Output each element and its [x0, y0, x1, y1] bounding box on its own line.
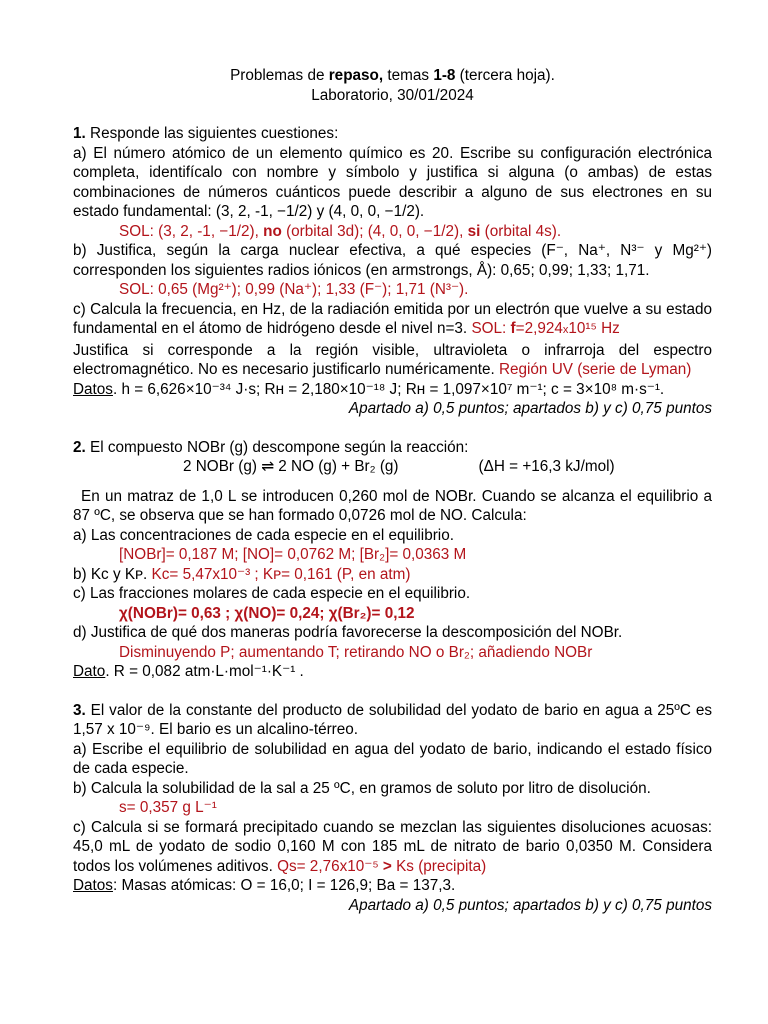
header-bold: 1-8 — [433, 67, 456, 84]
header-bold: repaso, — [328, 67, 384, 84]
problem-text: En un matraz de 1,0 L se introducen 0,260 mol de NOBr. Cuando se alcanza el equilibrio a 87 ºC, se observa que se han formado 0,0726 mol de NO. Calcula: — [73, 487, 712, 524]
points-note: Apartado a) 0,5 puntos; apartados b) y c) 0,75 puntos — [348, 400, 712, 417]
header-text: Problemas de — [230, 67, 329, 84]
question-d: d) Justifica de qué dos maneras podría favorecerse la descomposición del NOBr. — [73, 624, 623, 641]
question-a: a) El número atómico de un elemento químico es 20. Escribe su configuración electrónica completa, identifícalo con nombre y símbolo y justifica si alguna (o ambas) de estas combinaciones de números cuánticos puede describir a alguno de sus electrones en su estado fundamental: (3, 2, -1, −1/2) y (4, 0, 0, −1/2). — [73, 144, 712, 220]
question-c-2: Justifica si corresponde a la región visible, ultravioleta o infrarroja del espectro electromagnético. No es necesario justificarlo numéricamente. Región UV (serie de Lyman) — [73, 341, 712, 378]
problem-intro: Responde las siguientes cuestiones: — [85, 125, 339, 142]
points-note: Apartado a) 0,5 puntos; apartados b) y c) 0,75 puntos — [348, 896, 712, 914]
data-line: Datos. h = 6,626×10⁻³⁴ J·s; Rʜ = 2,180×10⁻¹⁸ J; Rʜ = 1,097×10⁷ m⁻¹; c = 3×10⁸ m·s⁻¹. — [73, 380, 665, 398]
problem-intro: 3. El valor de la constante del producto de solubilidad del yodato de bario en agua a 25ºC es 1,57 x 10⁻⁹. El bario es un alcalino-térreo. — [73, 701, 712, 738]
solution-d: Disminuyendo P; aumentando T; retirando NO o Br₂; añadiendo NOBr — [119, 643, 593, 661]
solution-a: [NOBr]= 0,187 M; [NO]= 0,0762 M; [Br₂]= 0,0363 M — [119, 546, 467, 563]
solution-c-2: Región UV (serie de Lyman) — [498, 361, 692, 378]
document-page — [73, 66, 712, 915]
solution-b: s= 0,357 g L⁻¹ — [119, 799, 217, 816]
question-b: b) Justifica, según la carga nuclear efectiva, a qué especies (F⁻, Na⁺, N³⁻ y Mg²⁺) corresponden los siguientes radios iónicos (en armstrongs, Å): 0,65; 0,99; 1,33; 1,71. — [73, 242, 712, 279]
problem-3 — [73, 701, 712, 916]
question-c: c) Calcula si se formará precipitado cuando se mezclan las siguientes disoluciones acuosas: 45,0 mL de yodato de sodio 0,160 M con 185 mL de nitrato de bario 0,0350 M. Considera todos los volúmenes aditivos. Qs= 2,76x10⁻⁵ > Ks (precipita) — [73, 818, 712, 875]
problem-intro: El compuesto NOBr (g) descompone según la reacción: — [85, 438, 469, 456]
reaction-equation: 2 NOBr (g) ⇌ 2 NO (g) + Br₂ (g) (ΔH = +16,3 kJ/mol) — [183, 458, 615, 475]
problem-2 — [73, 438, 712, 682]
data-line: Datos: Masas atómicas: O = 16,0; I = 126,9; Ba = 137,3. — [73, 877, 456, 894]
question-c: c) Calcula la frecuencia, en Hz, de la radiación emitida por un electrón que vuelve a su estado fundamental en el átomo de hidrógeno desde el nivel n=3. SOL: f=2,924x10¹⁵ Hz — [73, 300, 712, 337]
header-text: temas — [383, 67, 434, 84]
question-b: b) Kᴄ y Kᴘ. Kᴄ= 5,47x10⁻³ ; Kᴘ= 0,161 (P, en atm) — [73, 565, 411, 583]
question-b: b) Calcula la solubilidad de la sal a 25 ºC, en gramos de soluto por litro de disolución. — [73, 779, 651, 797]
header-subtitle: Laboratorio, 30/01/2024 — [311, 86, 474, 104]
solution-a: SOL: (3, 2, -1, −1/2), no (orbital 3d); (4, 0, 0, −1/2), si (orbital 4s). — [119, 222, 562, 240]
solution-c: Qs= 2,76x10⁻⁵ > Ks (precipita) — [277, 857, 487, 875]
solution-b: SOL: 0,65 (Mg²⁺); 0,99 (Na⁺); 1,33 (F⁻); 1,71 (N³⁻). — [119, 281, 469, 298]
header-title — [73, 66, 712, 86]
header-text: (tercera hoja). — [455, 67, 555, 84]
data-line: Dato. R = 0,082 atm·L·mol⁻¹·K⁻¹ . — [73, 663, 304, 680]
problem-1 — [73, 124, 712, 419]
solution-c: χ(NOBr)= 0,63 ; χ(NO)= 0,24; χ(Br₂)= 0,12 — [119, 604, 415, 622]
solution-c: SOL: f=2,924x10¹⁵ Hz — [471, 320, 620, 337]
problem-number: 2. — [73, 438, 86, 456]
question-a: a) Escribe el equilibrio de solubilidad en agua del yodato de bario, indicando el estado físico de cada especie. — [73, 740, 712, 777]
problem-number: 1. — [73, 125, 86, 142]
question-c: c) Las fracciones molares de cada especie en el equilibrio. — [73, 585, 471, 602]
solution-b: Kᴄ= 5,47x10⁻³ ; Kᴘ= 0,161 (P, en atm) — [151, 565, 411, 583]
question-a: a) Las concentraciones de cada especie en el equilibrio. — [73, 526, 454, 544]
